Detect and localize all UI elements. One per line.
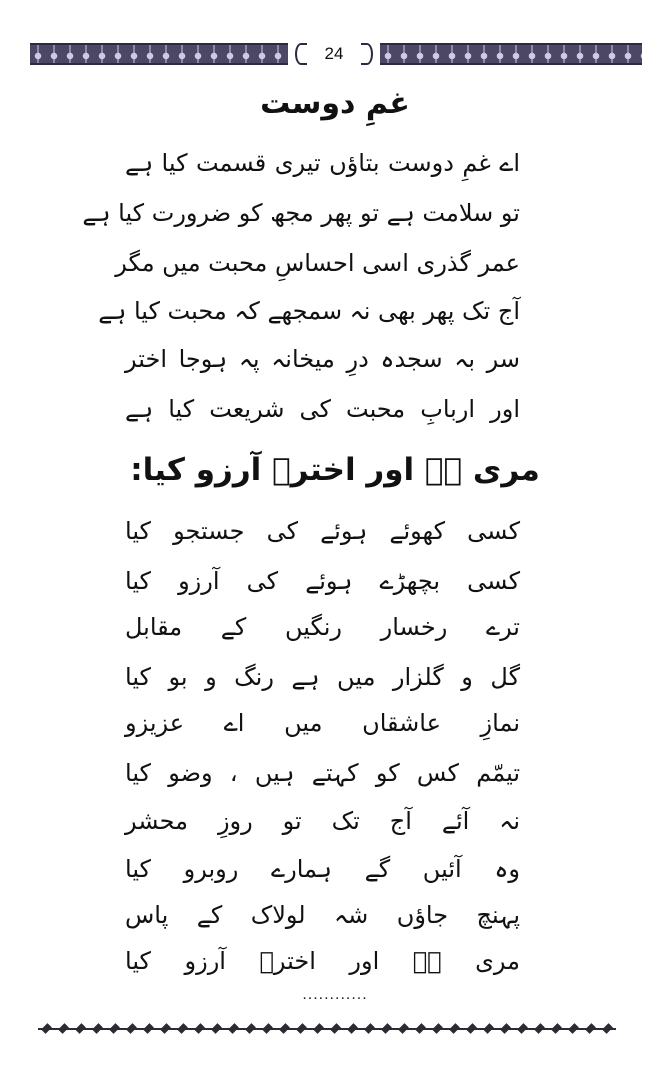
footer-diamond <box>75 1023 86 1034</box>
verse-line: آج تک پھر بھی نہ سمجھے کہ محبت کیا ہے <box>98 297 520 325</box>
verse-line: کسی کھوئے ہوئے کی جستجو کیا <box>125 517 520 545</box>
footer-diamond <box>41 1023 52 1034</box>
footer-diamond <box>58 1023 69 1034</box>
page-number-frame <box>295 40 373 68</box>
footer-diamond <box>313 1023 324 1034</box>
footer-diamond <box>143 1023 154 1034</box>
verse-line: تیمّم کس کو کہتے ہیں ، وضو کیا <box>125 759 520 787</box>
footer-diamond <box>126 1023 137 1034</box>
verse-line: مری ہے اور اخترؔ آرزو کیا <box>125 947 520 975</box>
footer-diamond <box>568 1023 579 1034</box>
header-ornament-right <box>380 43 642 65</box>
footer-diamond <box>585 1023 596 1034</box>
footer-diamond <box>92 1023 103 1034</box>
footer-diamond <box>177 1023 188 1034</box>
footer-diamond <box>449 1023 460 1034</box>
verse-line: ترے رخسار رنگیں کے مقابل <box>125 613 520 641</box>
footer-diamond <box>602 1023 613 1034</box>
footer-diamond <box>398 1023 409 1034</box>
verse-line: وہ آئیں گے ہمارے روبرو کیا <box>125 855 520 883</box>
footer-diamond <box>262 1023 273 1034</box>
footer-diamond <box>551 1023 562 1034</box>
verse-line: نمازِ عاشقاں میں اے عزیزو <box>125 709 520 737</box>
verse-line: عمر گذری اسی احساسِ محبت میں مگر <box>115 249 520 277</box>
poem-title-2: مری ہے اور اخترؔ آرزو کیا: <box>130 452 540 488</box>
header-ornament <box>30 40 642 68</box>
footer-diamond <box>245 1023 256 1034</box>
footer-diamond <box>347 1023 358 1034</box>
footer-ornament <box>38 1022 616 1036</box>
verse-line: نہ آئے آج تک تو روزِ محشر <box>125 807 520 835</box>
poem-title-1: غمِ دوست <box>260 86 410 121</box>
end-mark: ............ <box>302 986 368 1003</box>
verse-line: اے غمِ دوست بتاؤں تیری قسمت کیا ہے <box>125 149 520 177</box>
footer-diamond <box>381 1023 392 1034</box>
verse-line: پہنچ جاؤں شہ لولاک کے پاس <box>125 901 520 929</box>
footer-diamond <box>160 1023 171 1034</box>
verse-line: تو سلامت ہے تو پھر مجھ کو ضرورت کیا ہے <box>82 199 520 227</box>
verse-line: اور اربابِ محبت کی شریعت کیا ہے <box>125 395 520 423</box>
page-number: 24 <box>324 44 344 63</box>
verse-line: سر بہ سجدہ درِ میخانہ پہ ہوجا اختر <box>125 345 520 373</box>
footer-diamond <box>415 1023 426 1034</box>
footer-diamond <box>517 1023 528 1034</box>
footer-diamond <box>296 1023 307 1034</box>
footer-diamond <box>483 1023 494 1034</box>
footer-diamond-row <box>38 1022 616 1036</box>
footer-diamond <box>330 1023 341 1034</box>
verse-line: کسی بچھڑے ہوئے کی آرزو کیا <box>125 567 520 595</box>
footer-diamond <box>211 1023 222 1034</box>
footer-diamond <box>194 1023 205 1034</box>
footer-diamond <box>228 1023 239 1034</box>
footer-diamond <box>364 1023 375 1034</box>
footer-diamond <box>534 1023 545 1034</box>
footer-diamond <box>279 1023 290 1034</box>
header-ornament-left <box>30 43 288 65</box>
footer-diamond <box>466 1023 477 1034</box>
footer-diamond <box>432 1023 443 1034</box>
footer-diamond <box>109 1023 120 1034</box>
verse-line: گل و گلزار میں ہے رنگ و بو کیا <box>125 663 520 691</box>
footer-diamond <box>500 1023 511 1034</box>
